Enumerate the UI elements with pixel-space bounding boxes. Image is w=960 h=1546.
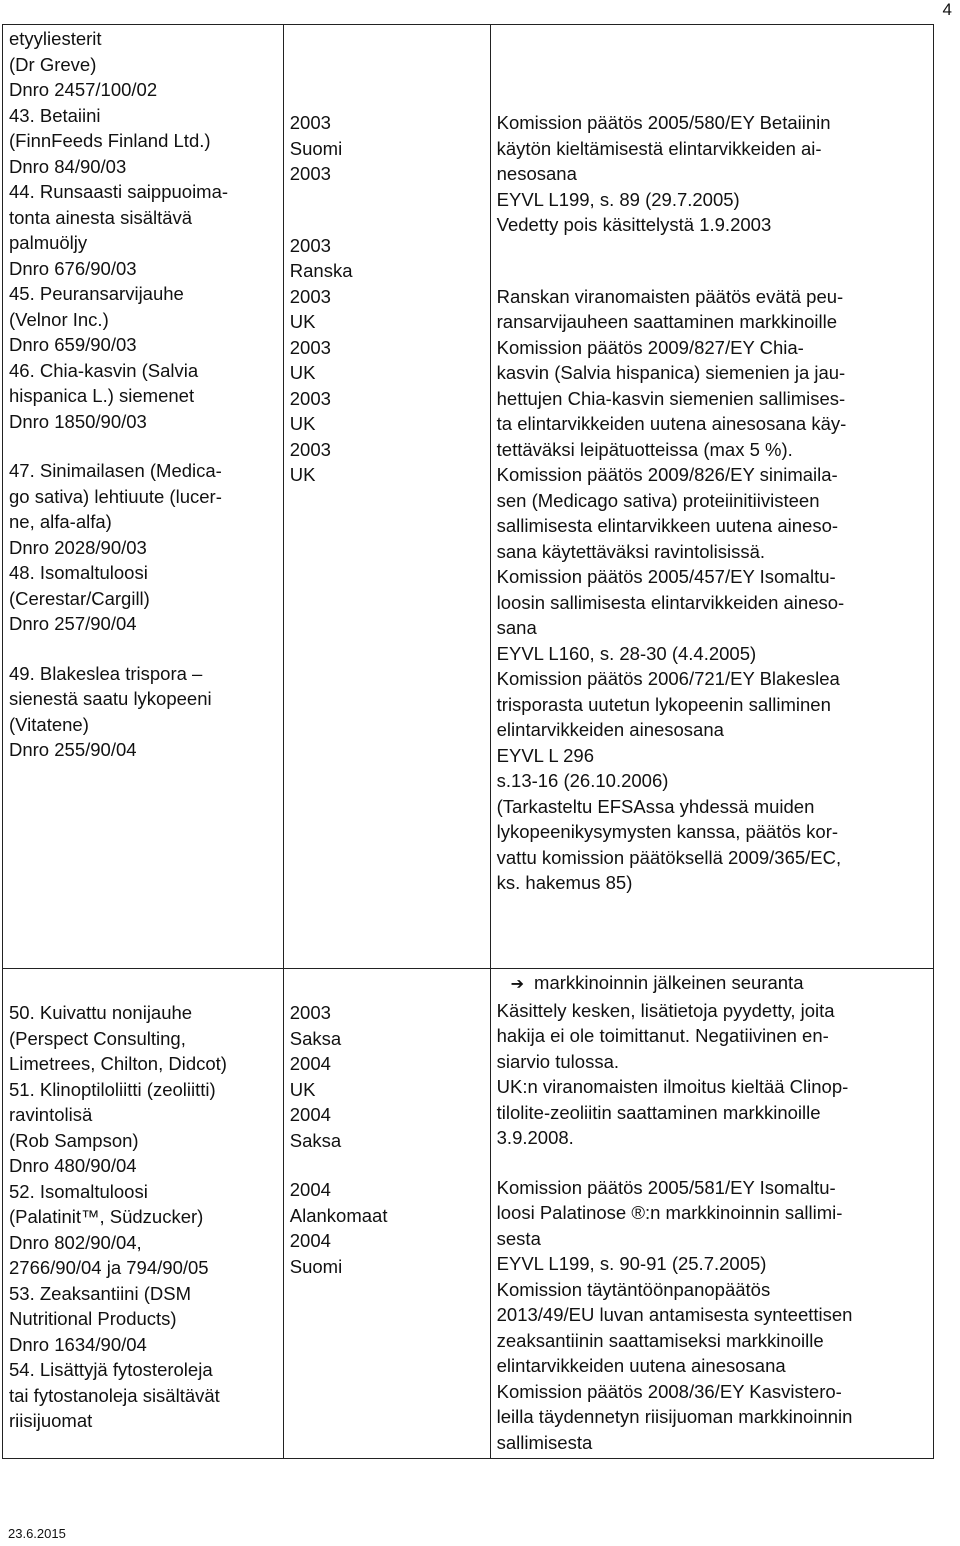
text-line: EYVL L199, s. 90-91 (25.7.2005) bbox=[496, 1253, 767, 1274]
arrow-right-icon: ➔ bbox=[510, 976, 525, 993]
text-line: 2003 bbox=[289, 336, 331, 358]
text-line: EYVL L199, s. 89 (29.7.2005) bbox=[496, 188, 740, 210]
text-line: 3.9.2008. bbox=[496, 1127, 574, 1148]
text-line: tettäväksi leipätuotteissa (max 5 %). bbox=[496, 438, 793, 460]
text-line: tai fytostanoleja sisältävät bbox=[9, 1384, 220, 1406]
text-line: 2003 bbox=[289, 1002, 331, 1023]
text-line: (Rob Sampson) bbox=[9, 1129, 139, 1151]
table-row bbox=[3, 969, 934, 1459]
year-country-entry bbox=[290, 161, 484, 187]
page-number: 4 bbox=[942, 0, 952, 19]
text-line: Limetrees, Chilton, Didcot) bbox=[9, 1053, 227, 1074]
year-country-entry bbox=[290, 1228, 484, 1279]
table-row bbox=[3, 25, 934, 969]
text-line: s.13-16 (26.10.2006) bbox=[496, 770, 669, 791]
text-line: 53. Zeaksantiini (DSM bbox=[9, 1282, 191, 1304]
text-line: sana käytettäväksi ravintolisissä. bbox=[496, 540, 766, 562]
text-line: loosin sallimisesta elintarvikkeiden aineso- bbox=[496, 591, 845, 613]
text-line: 50. Kuivattu nonijauhe bbox=[9, 1002, 193, 1023]
text-line: Komission päätös 2008/36/EY Kasvistero- bbox=[496, 1380, 842, 1402]
footer-date: 23.6.2015 bbox=[8, 1526, 66, 1541]
text-line: Suomi bbox=[289, 137, 343, 159]
text-line: hettujen Chia-kasvin siemenien sallimises- bbox=[496, 387, 846, 409]
section-heading bbox=[497, 970, 927, 998]
text-line: käytön kieltämisestä elintarvikkeiden ai- bbox=[496, 137, 822, 159]
year-country-entry bbox=[290, 284, 484, 335]
text-line: 2013/49/EU luvan antamisesta synteettisen bbox=[496, 1304, 853, 1325]
text-line: 2004 bbox=[289, 1230, 331, 1251]
text-line: 52. Isomaltuloosi bbox=[9, 1180, 148, 1202]
decision-cell bbox=[490, 25, 933, 969]
text-line: sienestä saatu lykopeeni bbox=[9, 688, 212, 709]
text-line: vattu komission päätöksellä 2009/365/EC, bbox=[496, 846, 842, 868]
text-line: Komission päätös 2009/826/EY sinimaila- bbox=[496, 464, 838, 485]
year-country-entry bbox=[290, 233, 484, 284]
text-line: 2003 bbox=[289, 387, 331, 409]
text-line: (Tarkasteltu EFSAssa yhdessä muiden bbox=[496, 795, 815, 817]
text-line: nesosana bbox=[496, 163, 577, 184]
application-entry bbox=[9, 26, 277, 103]
text-line: 2766/90/04 ja 794/90/05 bbox=[9, 1257, 209, 1278]
text-line: ta elintarvikkeiden uutena ainesosana käy- bbox=[496, 413, 847, 434]
text-line: 43. Betaiini bbox=[9, 104, 101, 126]
year-country-cell bbox=[283, 25, 490, 969]
text-line: (Velnor Inc.) bbox=[9, 308, 109, 330]
text-line: Ranska bbox=[289, 260, 353, 281]
text-line: 47. Sinimailasen (Medica- bbox=[9, 460, 222, 481]
text-line: UK bbox=[289, 464, 316, 485]
text-line: sesta bbox=[496, 1227, 541, 1249]
text-line: 2004 bbox=[289, 1179, 331, 1200]
text-line: Alankomaat bbox=[289, 1204, 388, 1226]
text-line: UK bbox=[289, 413, 316, 434]
application-cell bbox=[3, 969, 284, 1459]
text-line: Dnro 676/90/03 bbox=[9, 257, 137, 279]
decision-entry bbox=[497, 564, 927, 666]
text-line: ravintolisä bbox=[9, 1104, 93, 1125]
text-line: Käsittely kesken, lisätietoja pyydetty, joita bbox=[496, 999, 835, 1021]
text-line: Saksa bbox=[289, 1129, 342, 1151]
text-line: Saksa bbox=[289, 1027, 342, 1049]
text-line: Komission päätös 2005/581/EY Isomaltu- bbox=[496, 1176, 836, 1198]
text-line: sallimisesta elintarvikkeen uutena aineso- bbox=[496, 515, 839, 536]
decision-entry bbox=[497, 110, 927, 212]
text-line: sen (Medicago sativa) proteiinitiivisteen bbox=[496, 489, 820, 511]
text-line: hispanica L.) siemenet bbox=[9, 385, 195, 406]
application-entry bbox=[9, 661, 277, 763]
text-line: sana bbox=[496, 617, 537, 638]
text-line: (Palatinit™, Südzucker) bbox=[9, 1206, 204, 1227]
text-line: UK bbox=[289, 1078, 316, 1100]
year-country-cell bbox=[283, 969, 490, 1459]
year-country-entry bbox=[290, 335, 484, 386]
text-line: Dnro 2028/90/03 bbox=[9, 536, 147, 558]
text-line: trisporasta uutetun lykopeenin salliminen bbox=[496, 693, 831, 715]
decision-entry bbox=[497, 1277, 927, 1379]
text-line: siarvio tulossa. bbox=[496, 1050, 619, 1072]
year-country-entry bbox=[290, 437, 484, 488]
text-line: hakija ei ole toimittanut. Negatiivinen en- bbox=[496, 1025, 829, 1046]
text-line: Dnro 84/90/03 bbox=[9, 155, 127, 177]
text-line: Dnro 480/90/04 bbox=[9, 1155, 137, 1176]
application-entry bbox=[9, 1357, 277, 1434]
text-line: loosi Palatinose ®:n markkinoinnin sallimi- bbox=[496, 1202, 843, 1223]
text-line: riisijuomat bbox=[9, 1410, 93, 1431]
text-line: go sativa) lehtiuute (lucer- bbox=[9, 485, 222, 507]
text-line: UK bbox=[289, 362, 316, 383]
decision-entry bbox=[497, 335, 927, 463]
text-line: 2003 bbox=[289, 234, 331, 256]
text-line: Komission päätös 2006/721/EY Blakeslea bbox=[496, 668, 840, 689]
decision-entry bbox=[497, 284, 927, 335]
text-line: 2003 bbox=[289, 438, 331, 460]
decision-entry bbox=[497, 1379, 927, 1456]
text-line: ne, alfa-alfa) bbox=[9, 511, 112, 532]
text-line: Ranskan viranomaisten päätös evätä peu- bbox=[496, 285, 844, 307]
text-line: Komission täytäntöönpanopäätös bbox=[496, 1278, 771, 1300]
year-country-entry bbox=[290, 386, 484, 437]
decision-entry bbox=[497, 462, 927, 564]
text-line: Dnro 257/90/04 bbox=[9, 613, 137, 634]
application-entry bbox=[9, 560, 277, 637]
application-entry bbox=[9, 179, 277, 281]
text-line: Dnro 659/90/03 bbox=[9, 334, 137, 355]
text-line: elintarvikkeiden ainesosana bbox=[496, 719, 724, 740]
text-line: 2003 bbox=[289, 112, 331, 133]
year-country-entry bbox=[290, 1102, 484, 1153]
text-line: tilolite-zeoliitin saattaminen markkinoille bbox=[496, 1101, 821, 1123]
application-entry bbox=[9, 1077, 277, 1179]
text-line: ransarvijauheen saattaminen markkinoille bbox=[496, 311, 838, 332]
text-line: zeaksantiinin saattamiseksi markkinoille bbox=[496, 1329, 824, 1351]
application-entry bbox=[9, 1179, 277, 1281]
application-entry bbox=[9, 1281, 277, 1358]
text-line: (Perspect Consulting, bbox=[9, 1027, 186, 1049]
text-line: Dnro 1850/90/03 bbox=[9, 410, 147, 432]
decision-entry bbox=[497, 212, 927, 238]
text-line: (Cerestar/Cargill) bbox=[9, 587, 150, 609]
text-line: Dnro 1634/90/04 bbox=[9, 1333, 147, 1355]
text-line: leilla täydennetyn riisijuoman markkinoinnin bbox=[496, 1406, 853, 1427]
application-entry bbox=[9, 281, 277, 358]
application-entry bbox=[9, 458, 277, 560]
decision-entry bbox=[497, 1074, 927, 1151]
text-line: EYVL L 296 bbox=[496, 744, 595, 766]
application-entry bbox=[9, 103, 277, 180]
text-line: lykopeenikysymysten kanssa, päätös kor- bbox=[496, 821, 839, 842]
text-line: Suomi bbox=[289, 1255, 343, 1277]
text-line: 48. Isomaltuloosi bbox=[9, 562, 148, 583]
text-line: 45. Peuransarvijauhe bbox=[9, 283, 184, 304]
text-line: kasvin (Salvia hispanica) siemenien ja jau- bbox=[496, 362, 846, 383]
text-line: Komission päätös 2005/457/EY Isomaltu- bbox=[496, 566, 836, 587]
text-line: 49. Blakeslea trispora – bbox=[9, 662, 203, 684]
text-line: Vedetty pois käsittelystä 1.9.2003 bbox=[496, 214, 772, 235]
decision-entry bbox=[497, 998, 927, 1075]
text-line: Dnro 802/90/04, bbox=[9, 1231, 142, 1253]
text-line: (Vitatene) bbox=[9, 713, 89, 735]
text-line: UK:n viranomaisten ilmoitus kieltää Clinop- bbox=[496, 1076, 849, 1097]
year-country-entry bbox=[290, 110, 484, 161]
text-line: Komission päätös 2005/580/EY Betaiinin bbox=[496, 112, 831, 133]
text-line: Dnro 2457/100/02 bbox=[9, 79, 158, 100]
text-line: 46. Chia-kasvin (Salvia bbox=[9, 359, 199, 381]
application-entry bbox=[9, 358, 277, 435]
text-line: EYVL L160, s. 28-30 (4.4.2005) bbox=[496, 642, 757, 664]
text-line: 2004 bbox=[289, 1104, 331, 1125]
text-line: Komission päätös 2009/827/EY Chia- bbox=[496, 336, 804, 358]
year-country-entry bbox=[290, 1000, 484, 1051]
text-line: palmuöljy bbox=[9, 232, 88, 253]
decision-entry bbox=[497, 666, 927, 896]
text-line: 2003 bbox=[289, 163, 331, 184]
text-line: 54. Lisättyjä fytosteroleja bbox=[9, 1359, 213, 1380]
text-line: Dnro 255/90/04 bbox=[9, 739, 137, 760]
year-country-entry bbox=[290, 1177, 484, 1228]
text-line: UK bbox=[289, 311, 316, 332]
text-line: 2003 bbox=[289, 285, 331, 307]
decision-entry bbox=[497, 1175, 927, 1277]
decision-cell bbox=[490, 969, 933, 1459]
application-entry bbox=[9, 1000, 277, 1077]
text-line: (FinnFeeds Finland Ltd.) bbox=[9, 130, 211, 151]
year-country-entry bbox=[290, 1051, 484, 1102]
text-line: elintarvikkeiden uutena ainesosana bbox=[496, 1355, 786, 1376]
text-line: 2004 bbox=[289, 1053, 331, 1074]
text-line: etyyliesterit bbox=[9, 28, 102, 49]
text-line: sallimisesta bbox=[496, 1431, 593, 1453]
application-cell bbox=[3, 25, 284, 969]
text-line: ks. hakemus 85) bbox=[496, 872, 633, 893]
text-line: Nutritional Products) bbox=[9, 1308, 177, 1329]
text-line: tonta ainesta sisältävä bbox=[9, 206, 193, 228]
text-line: 44. Runsaasti saippuoima- bbox=[9, 181, 229, 202]
section-heading-label: markkinoinnin jälkeinen seuranta bbox=[534, 972, 804, 993]
applications-table bbox=[2, 24, 934, 1459]
text-line: (Dr Greve) bbox=[9, 53, 97, 75]
text-line: 51. Klinoptiloliitti (zeoliitti) bbox=[9, 1078, 216, 1100]
